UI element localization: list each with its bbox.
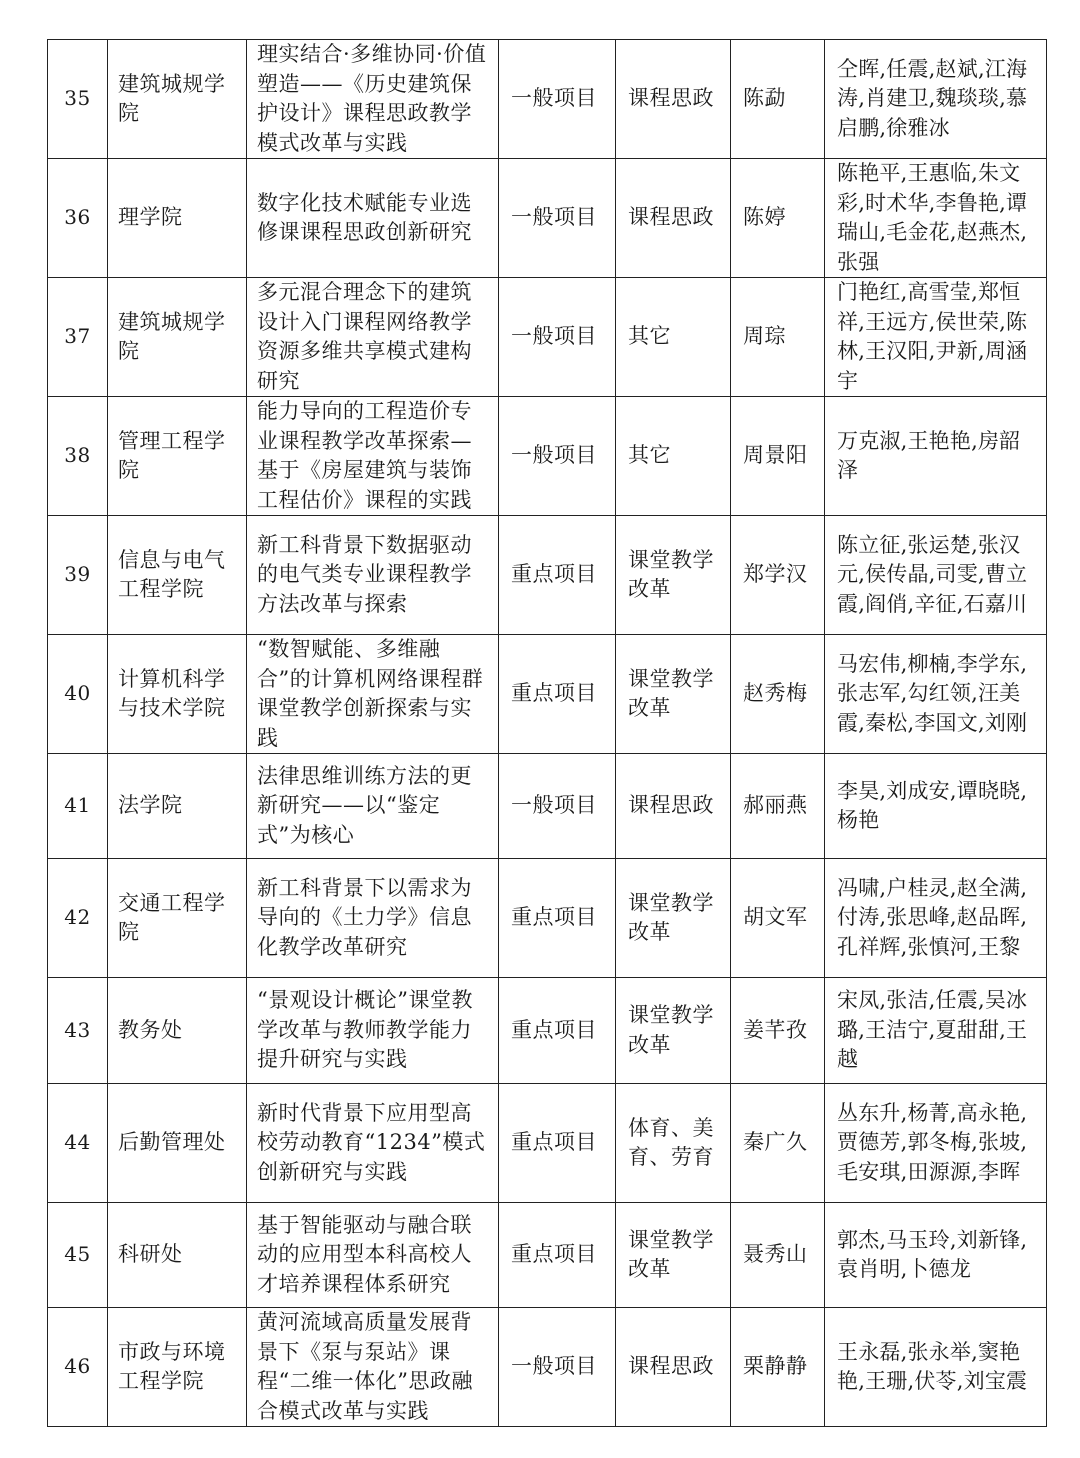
category-cell: 课堂教学改革 bbox=[616, 978, 731, 1084]
project-type-cell: 重点项目 bbox=[499, 859, 616, 978]
row-number: 36 bbox=[48, 159, 108, 278]
table-row bbox=[48, 754, 1047, 859]
leader-cell: 赵秀梅 bbox=[731, 635, 825, 754]
project-title-cell: 法律思维训练方法的更新研究——以“鉴定式”为核心 bbox=[247, 754, 499, 859]
row-number: 45 bbox=[48, 1203, 108, 1308]
project-title-cell: 能力导向的工程造价专业课程教学改革探索—基于《房屋建筑与装饰工程估价》课程的实践 bbox=[247, 397, 499, 516]
leader-cell: 秦广久 bbox=[731, 1084, 825, 1203]
project-title-cell: 新工科背景下以需求为导向的《土力学》信息化教学改革研究 bbox=[247, 859, 499, 978]
members-cell: 万克淑,王艳艳,房韶泽 bbox=[825, 397, 1047, 516]
project-type-cell: 一般项目 bbox=[499, 397, 616, 516]
leader-cell: 陈婷 bbox=[731, 159, 825, 278]
members-cell: 陈立征,张运楚,张汉元,侯传晶,司雯,曹立霞,阎俏,辛征,石嘉川 bbox=[825, 516, 1047, 635]
project-type-cell: 重点项目 bbox=[499, 635, 616, 754]
project-title-cell: 新工科背景下数据驱动的电气类专业课程教学方法改革与探索 bbox=[247, 516, 499, 635]
row-number: 39 bbox=[48, 516, 108, 635]
members-cell: 郭杰,马玉玲,刘新锋,袁肖明,卜德龙 bbox=[825, 1203, 1047, 1308]
table-row bbox=[48, 278, 1047, 397]
members-cell: 陈艳平,王惠临,朱文彩,时术华,李鲁艳,谭瑞山,毛金花,赵燕杰,张强 bbox=[825, 159, 1047, 278]
table-body bbox=[48, 40, 1047, 1427]
table-row bbox=[48, 1203, 1047, 1308]
project-title-cell: 新时代背景下应用型高校劳动教育“1234”模式创新研究与实践 bbox=[247, 1084, 499, 1203]
college-cell: 建筑城规学院 bbox=[108, 40, 247, 159]
project-title-cell: 数字化技术赋能专业选修课课程思政创新研究 bbox=[247, 159, 499, 278]
project-type-cell: 重点项目 bbox=[499, 1203, 616, 1308]
members-cell: 门艳红,高雪莹,郑恒祥,王远方,侯世荣,陈林,王汉阳,尹新,周涵宇 bbox=[825, 278, 1047, 397]
college-cell: 交通工程学院 bbox=[108, 859, 247, 978]
project-type-cell: 一般项目 bbox=[499, 1308, 616, 1427]
project-title-cell: 多元混合理念下的建筑设计入门课程网络教学资源多维共享模式建构研究 bbox=[247, 278, 499, 397]
college-cell: 管理工程学院 bbox=[108, 397, 247, 516]
table-row bbox=[48, 978, 1047, 1084]
row-number: 37 bbox=[48, 278, 108, 397]
table-row bbox=[48, 635, 1047, 754]
members-cell: 李昊,刘成安,谭晓晓,杨艳 bbox=[825, 754, 1047, 859]
category-cell: 课堂教学改革 bbox=[616, 516, 731, 635]
row-number: 41 bbox=[48, 754, 108, 859]
category-cell: 课程思政 bbox=[616, 159, 731, 278]
table-row bbox=[48, 516, 1047, 635]
table-row bbox=[48, 159, 1047, 278]
leader-cell: 周琮 bbox=[731, 278, 825, 397]
members-cell: 仝晖,任震,赵斌,江海涛,肖建卫,魏琰琰,慕启鹏,徐雅冰 bbox=[825, 40, 1047, 159]
members-cell: 丛东升,杨菁,高永艳,贾德芳,郭冬梅,张坡,毛安琪,田源源,李晖 bbox=[825, 1084, 1047, 1203]
project-type-cell: 一般项目 bbox=[499, 159, 616, 278]
project-table bbox=[47, 39, 1047, 1427]
members-cell: 王永磊,张永举,窦艳艳,王珊,伏苓,刘宝震 bbox=[825, 1308, 1047, 1427]
category-cell: 课程思政 bbox=[616, 40, 731, 159]
members-cell: 冯啸,户桂灵,赵全满,付涛,张思峰,赵品晖,孔祥辉,张慎河,王黎 bbox=[825, 859, 1047, 978]
leader-cell: 栗静静 bbox=[731, 1308, 825, 1427]
members-cell: 宋凤,张洁,任震,吴冰璐,王洁宁,夏甜甜,王越 bbox=[825, 978, 1047, 1084]
row-number: 44 bbox=[48, 1084, 108, 1203]
leader-cell: 周景阳 bbox=[731, 397, 825, 516]
row-number: 46 bbox=[48, 1308, 108, 1427]
project-type-cell: 重点项目 bbox=[499, 978, 616, 1084]
leader-cell: 陈勐 bbox=[731, 40, 825, 159]
table-row bbox=[48, 1308, 1047, 1427]
project-title-cell: 基于智能驱动与融合联动的应用型本科高校人才培养课程体系研究 bbox=[247, 1203, 499, 1308]
category-cell: 课堂教学改革 bbox=[616, 635, 731, 754]
members-cell: 马宏伟,柳楠,李学东,张志军,勾红领,汪美霞,秦松,李国文,刘刚 bbox=[825, 635, 1047, 754]
table-row bbox=[48, 1084, 1047, 1203]
project-title-cell: 黄河流域高质量发展背景下《泵与泵站》课程“二维一体化”思政融合模式改革与实践 bbox=[247, 1308, 499, 1427]
category-cell: 课堂教学改革 bbox=[616, 859, 731, 978]
college-cell: 建筑城规学院 bbox=[108, 278, 247, 397]
table-row bbox=[48, 397, 1047, 516]
leader-cell: 郝丽燕 bbox=[731, 754, 825, 859]
category-cell: 其它 bbox=[616, 278, 731, 397]
category-cell: 课程思政 bbox=[616, 754, 731, 859]
table-row bbox=[48, 859, 1047, 978]
row-number: 35 bbox=[48, 40, 108, 159]
leader-cell: 郑学汉 bbox=[731, 516, 825, 635]
project-type-cell: 重点项目 bbox=[499, 516, 616, 635]
project-type-cell: 一般项目 bbox=[499, 754, 616, 859]
college-cell: 计算机科学与技术学院 bbox=[108, 635, 247, 754]
row-number: 43 bbox=[48, 978, 108, 1084]
category-cell: 其它 bbox=[616, 397, 731, 516]
category-cell: 体育、美育、劳育 bbox=[616, 1084, 731, 1203]
row-number: 42 bbox=[48, 859, 108, 978]
project-type-cell: 重点项目 bbox=[499, 1084, 616, 1203]
project-title-cell: 理实结合·多维协同·价值塑造——《历史建筑保护设计》课程思政教学模式改革与实践 bbox=[247, 40, 499, 159]
college-cell: 信息与电气工程学院 bbox=[108, 516, 247, 635]
college-cell: 法学院 bbox=[108, 754, 247, 859]
row-number: 38 bbox=[48, 397, 108, 516]
leader-cell: 聂秀山 bbox=[731, 1203, 825, 1308]
project-title-cell: “数智赋能、多维融合”的计算机网络课程群课堂教学创新探索与实践 bbox=[247, 635, 499, 754]
college-cell: 教务处 bbox=[108, 978, 247, 1084]
category-cell: 课堂教学改革 bbox=[616, 1203, 731, 1308]
category-cell: 课程思政 bbox=[616, 1308, 731, 1427]
project-type-cell: 一般项目 bbox=[499, 40, 616, 159]
project-type-cell: 一般项目 bbox=[499, 278, 616, 397]
leader-cell: 胡文军 bbox=[731, 859, 825, 978]
college-cell: 科研处 bbox=[108, 1203, 247, 1308]
college-cell: 后勤管理处 bbox=[108, 1084, 247, 1203]
project-title-cell: “景观设计概论”课堂教学改革与教师教学能力提升研究与实践 bbox=[247, 978, 499, 1084]
table-row bbox=[48, 40, 1047, 159]
college-cell: 市政与环境工程学院 bbox=[108, 1308, 247, 1427]
college-cell: 理学院 bbox=[108, 159, 247, 278]
leader-cell: 姜芊孜 bbox=[731, 978, 825, 1084]
row-number: 40 bbox=[48, 635, 108, 754]
